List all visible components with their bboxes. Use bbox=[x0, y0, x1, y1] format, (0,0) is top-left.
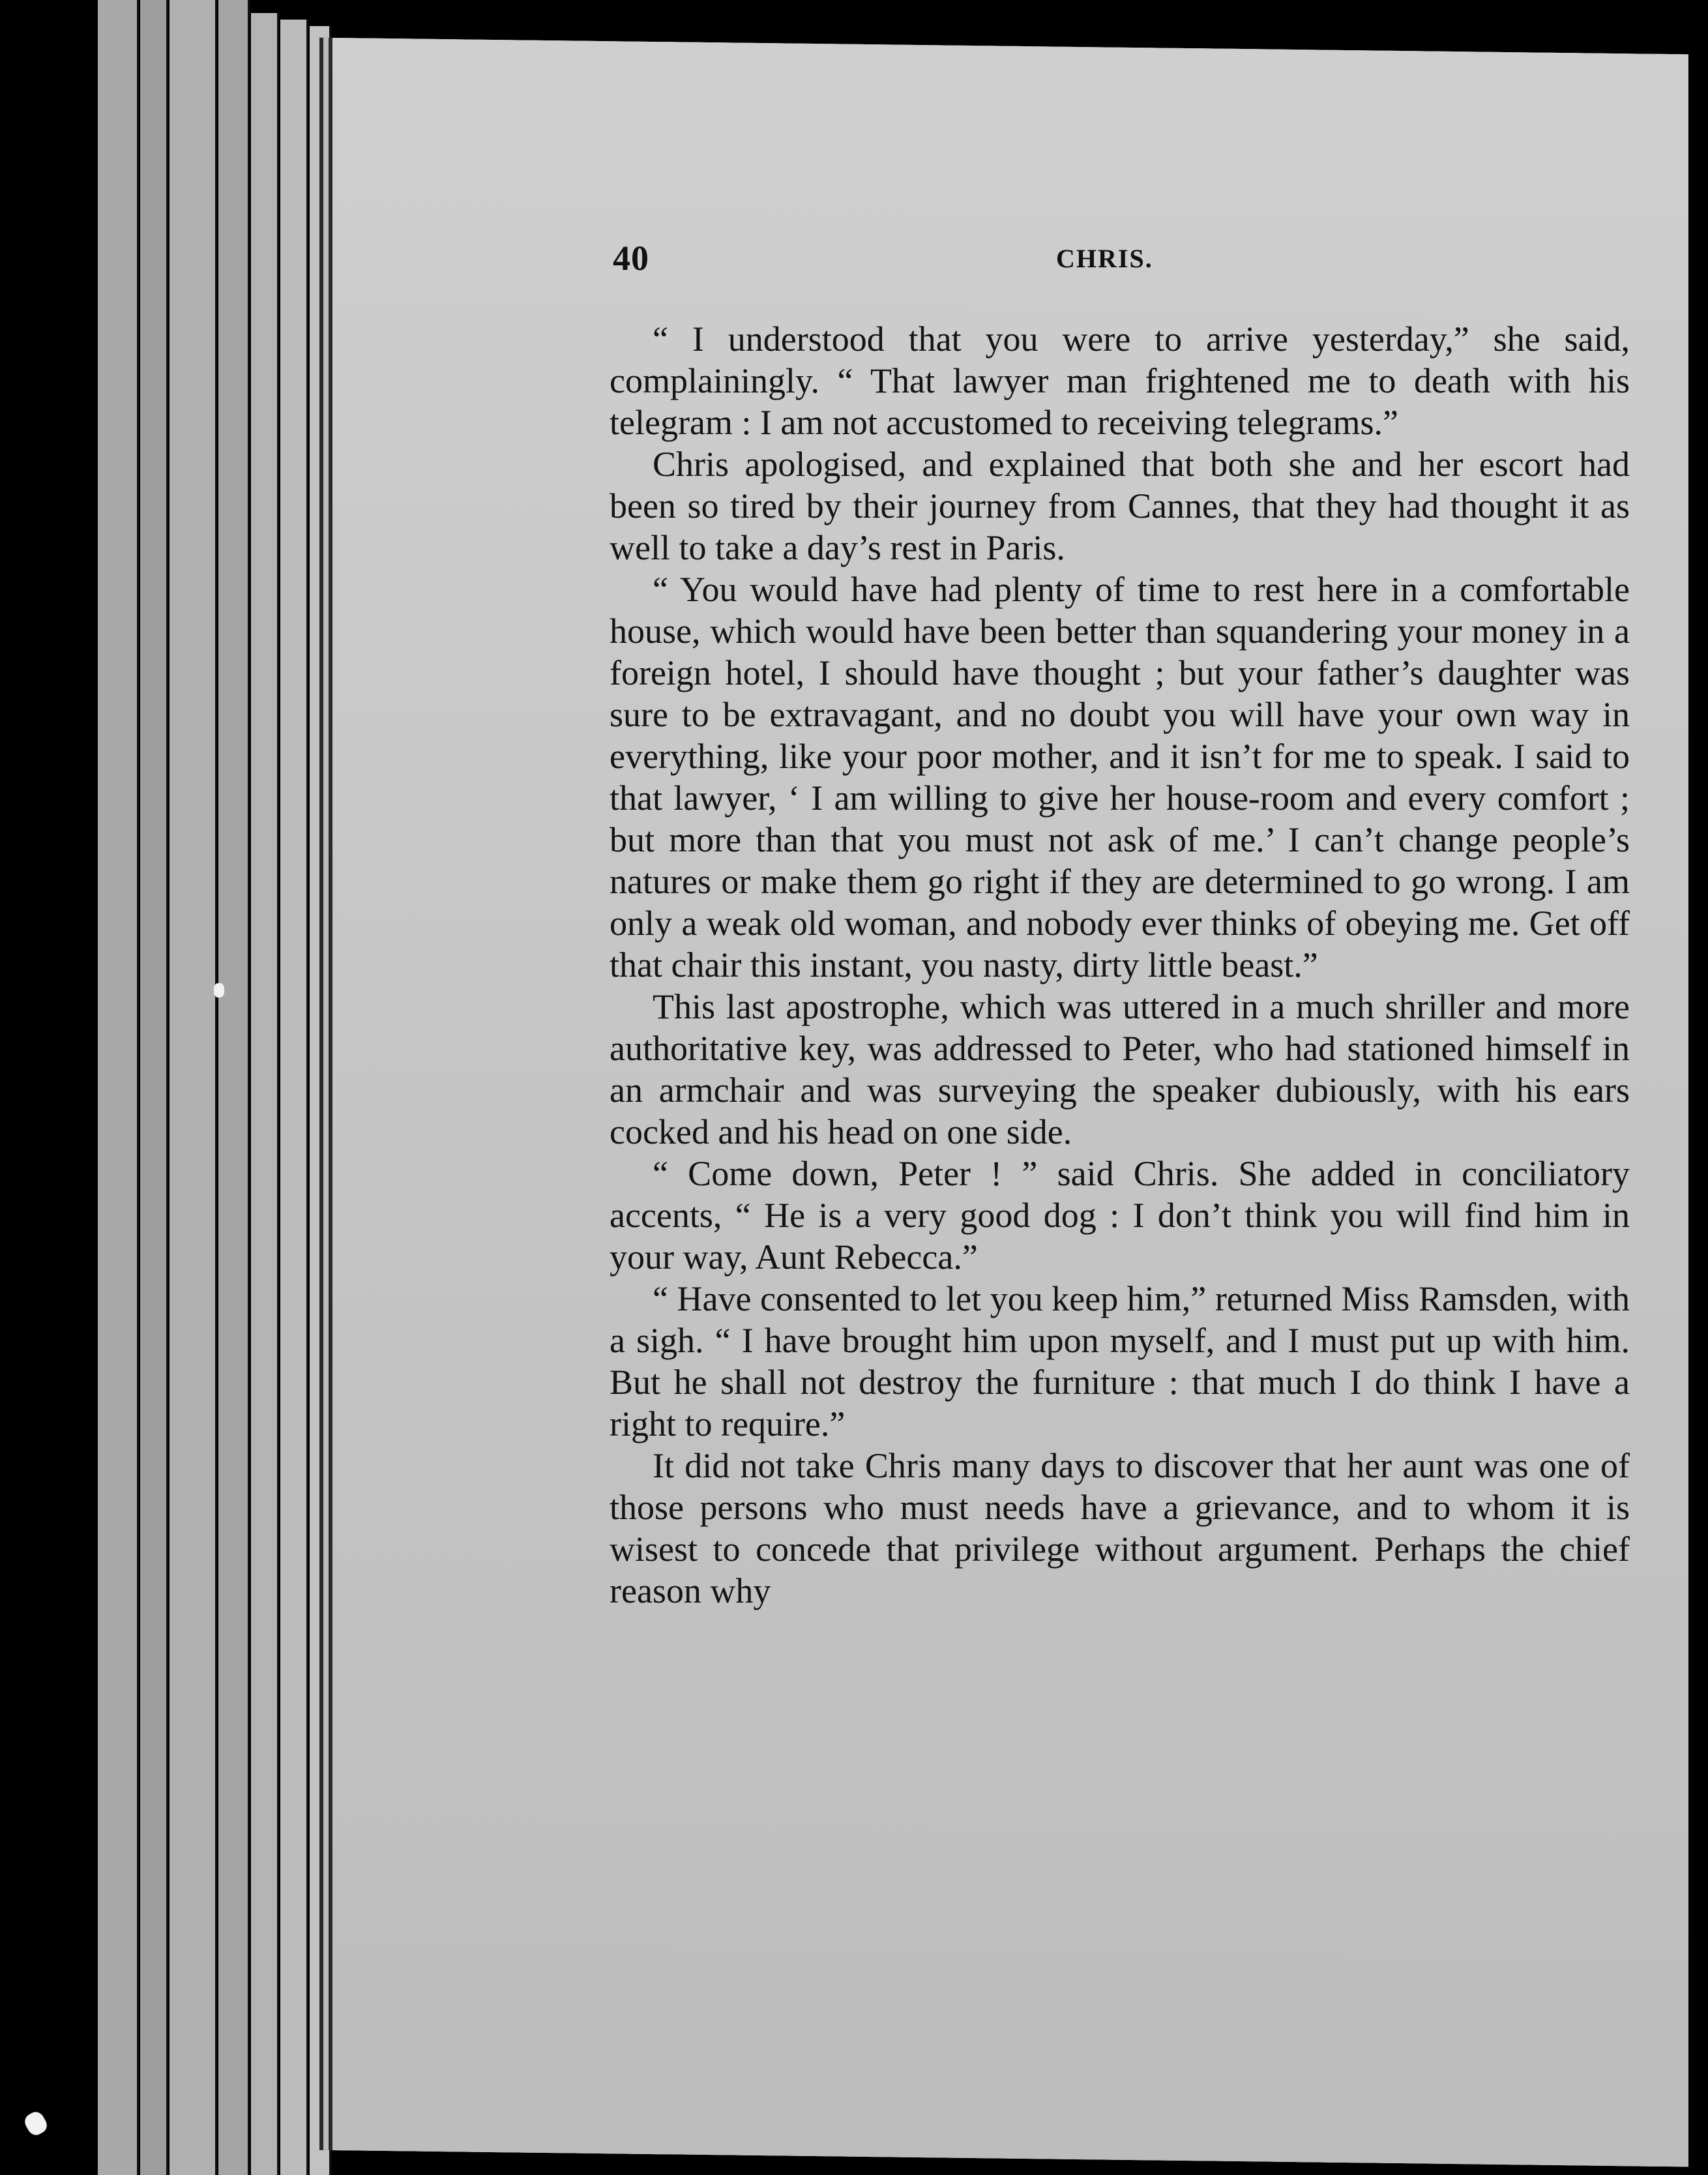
book-title: CHRIS. bbox=[1056, 244, 1153, 273]
page-edge bbox=[280, 20, 308, 2175]
paragraph: “ You would have had plenty of time to rest here in a comfortable house, which would have been better than squandering your money in a foreign hotel, I should have thought ; but your father’s daughter was sure to be extravagant, and no doubt you will have your own way in everything, like your poor mother, and it isn’t for me to speak. I said to that lawyer, ‘ I am willing to give her house-room and every comfort ; but more than that you must not ask of me.’ I can’t change people’s natures or make them go right if they are determined to go wrong. I am only a weak old woman, and nobody ever thinks of obeying me. Get off that chair this instant, you nasty, dirty little beast.” bbox=[610, 570, 1630, 984]
page-edge bbox=[251, 13, 279, 2175]
paragraph: “ Have consented to let you keep him,” returned Miss Ramsden, with a sigh. “ I have brought him upon myself, and I must put up with him. But he shall not destroy the furniture : that much I do think I have a right to require.” bbox=[610, 1279, 1630, 1443]
paragraph: This last apostrophe, which was uttered in a much shriller and more authoritative key, was addressed to Peter, who had stationed himself in an armchair and was surveying the speaker dubiously, with his ears cocked and his head on one side. bbox=[610, 987, 1630, 1151]
page-edge bbox=[140, 0, 168, 2175]
page-edge bbox=[169, 0, 217, 2175]
paper-speck bbox=[22, 2109, 50, 2138]
paragraph: Chris apologised, and explained that both she and her escort had been so tired by their journey from Cannes, that they had thought it as well to take a day’s rest in Paris. bbox=[610, 445, 1630, 567]
running-head bbox=[613, 238, 1630, 284]
page-number: 40 bbox=[613, 239, 649, 278]
page-edge bbox=[98, 0, 139, 2175]
paper-speck bbox=[214, 983, 224, 998]
paragraph: It did not take Chris many days to discover that her aunt was one of those persons who must needs have a grievance, and to whom it is wisest to concede that privilege without argument. Perhaps the chief reason why bbox=[610, 1446, 1630, 1610]
body-text bbox=[610, 318, 1630, 1612]
page-edge bbox=[310, 26, 331, 2175]
paragraph: “ Come down, Peter ! ” said Chris. She added in conciliatory accents, “ He is a very good dog : I don’t think you will find him in your way, Aunt Rebecca.” bbox=[610, 1154, 1630, 1277]
page-edge bbox=[218, 0, 250, 2175]
paragraph: “ I understood that you were to arrive yesterday,” she said, complainingly. “ That lawyer man frightened me to death with his telegram : I am not accustomed to receiving telegrams.” bbox=[610, 319, 1630, 442]
